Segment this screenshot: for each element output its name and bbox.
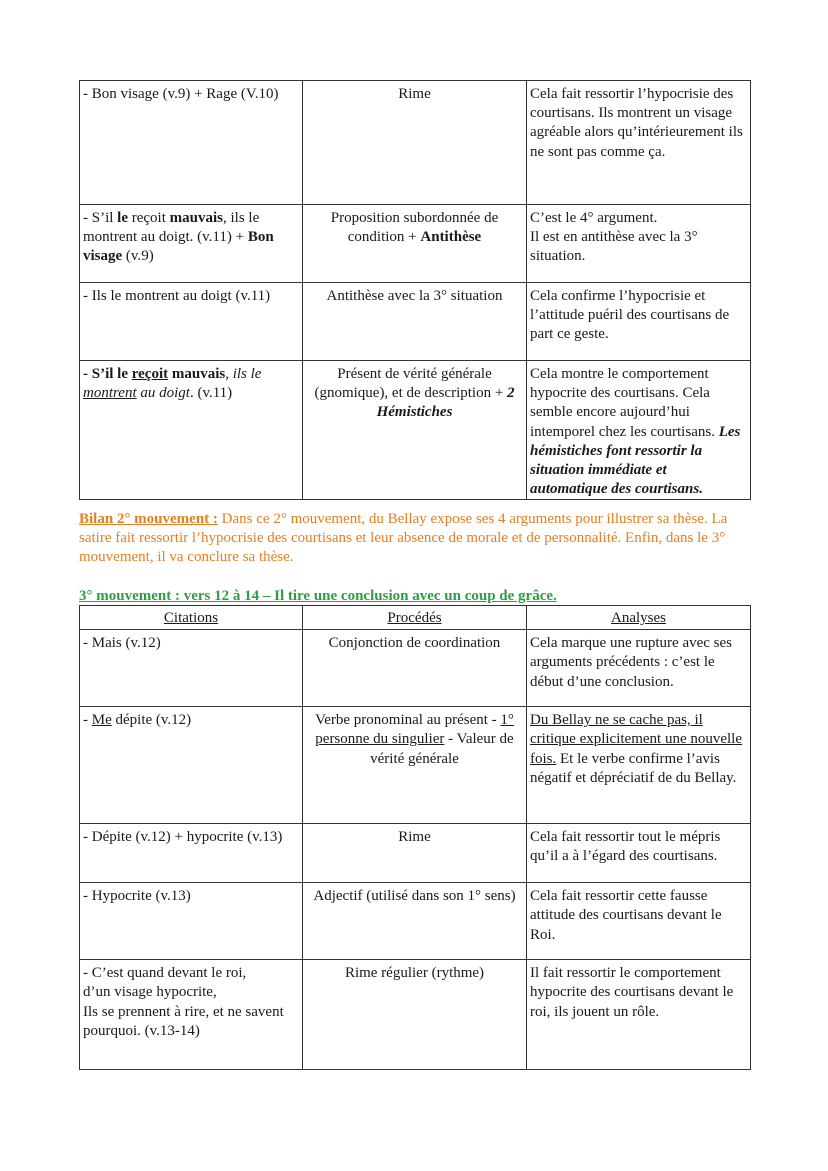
header-procedes: Procédés — [303, 606, 527, 630]
analyse-cell: Cela fait ressortir l’hypocrisie des courtisans. Ils montrent un visage agréable alors qu’intérieurement ils ne sont pas comme ça. — [527, 81, 751, 205]
analyse-cell: Il fait ressortir le comportement hypocrite des courtisans devant le roi, ils jouent un rôle. — [527, 960, 751, 1070]
analyse-cell: Cela confirme l’hypocrisie et l’attitude puéril des courtisans de part ce geste. — [527, 283, 751, 361]
bilan-text: Dans ce 2° mouvement, du Bellay expose ses 4 arguments pour illustrer sa thèse. La satire fait ressortir l’hypocrisie des courtisans et leur absence de morale et de personnalité. Enfin, dans le 3° mouvement, il va conclure sa thèse. — [79, 511, 728, 566]
citation-cell: - Mais (v.12) — [80, 630, 303, 707]
table-header-row — [80, 606, 751, 630]
procede-cell: Proposition subordonnée de condition + Antithèse — [303, 205, 527, 283]
procede-cell: Conjonction de coordination — [303, 630, 527, 707]
table-row — [80, 707, 751, 824]
analysis-table-2nd-movement — [79, 80, 751, 500]
table-row — [80, 205, 751, 283]
table-row — [80, 824, 751, 883]
procede-cell: Rime — [303, 81, 527, 205]
table-row — [80, 960, 751, 1070]
analyse-cell: Cela montre le comportement hypocrite des courtisans. Cela semble encore aujourd’hui intemporel chez les courtisans. Les hémistiches font ressortir la situation immédiate et automatique des courtisans. — [527, 361, 751, 500]
citation-cell: - S’il le reçoit mauvais, ils le montrent au doigt. (v.11) — [80, 361, 303, 500]
procede-cell: Présent de vérité générale (gnomique), et de description + 2 Hémistiches — [303, 361, 527, 500]
section-heading-3rd-movement: 3° mouvement : vers 12 à 14 – Il tire une conclusion avec un coup de grâce. — [79, 588, 557, 604]
table-row — [80, 883, 751, 960]
citation-cell: - C’est quand devant le roi, d’un visage hypocrite, Ils se prennent à rire, et ne savent pourquoi. (v.13-14) — [80, 960, 303, 1070]
bilan-paragraph — [79, 510, 759, 568]
procede-cell: Verbe pronominal au présent - 1° personne du singulier - Valeur de vérité générale — [303, 707, 527, 824]
bilan-label: Bilan 2° mouvement : — [79, 511, 218, 527]
citation-cell: - S’il le reçoit mauvais, ils le montrent au doigt. (v.11) + Bon visage (v.9) — [80, 205, 303, 283]
procede-cell: Rime — [303, 824, 527, 883]
citation-cell: - Dépite (v.12) + hypocrite (v.13) — [80, 824, 303, 883]
table-row — [80, 630, 751, 707]
citation-cell: - Me dépite (v.12) — [80, 707, 303, 824]
header-citations: Citations — [80, 606, 303, 630]
analyse-cell: Cela fait ressortir tout le mépris qu’il a à l’égard des courtisans. — [527, 824, 751, 883]
citation-cell: - Hypocrite (v.13) — [80, 883, 303, 960]
analyse-cell: Cela fait ressortir cette fausse attitude des courtisans devant le Roi. — [527, 883, 751, 960]
table-row — [80, 81, 751, 205]
analyse-cell: C’est le 4° argument. Il est en antithèse avec la 3° situation. — [527, 205, 751, 283]
analysis-table-3rd-movement — [79, 605, 751, 1070]
table-row — [80, 361, 751, 500]
analyse-cell: Cela marque une rupture avec ses arguments précédents : c’est le début d’une conclusion. — [527, 630, 751, 707]
header-analyses: Analyses — [527, 606, 751, 630]
table-row — [80, 283, 751, 361]
analyse-cell: Du Bellay ne se cache pas, il critique explicitement une nouvelle fois. Et le verbe confirme l’avis négatif et dépréciatif de du Bellay. — [527, 707, 751, 824]
procede-cell: Antithèse avec la 3° situation — [303, 283, 527, 361]
procede-cell: Adjectif (utilisé dans son 1° sens) — [303, 883, 527, 960]
citation-cell: - Ils le montrent au doigt (v.11) — [80, 283, 303, 361]
procede-cell: Rime régulier (rythme) — [303, 960, 527, 1070]
citation-cell: - Bon visage (v.9) + Rage (V.10) — [80, 81, 303, 205]
